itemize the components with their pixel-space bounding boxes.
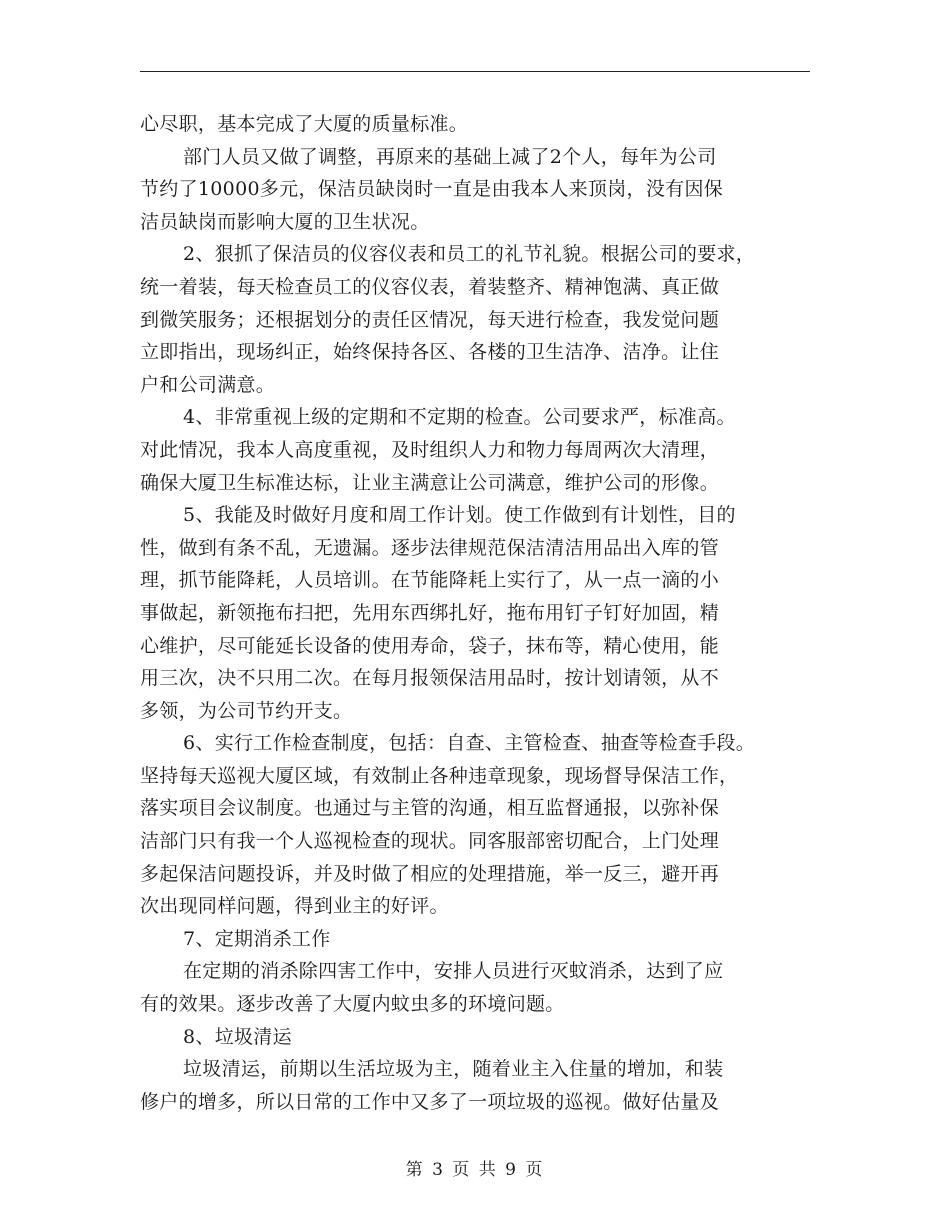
document-body bbox=[140, 108, 820, 1118]
text-line: 理，抓节能降耗，人员培训。在节能降耗上实行了，从一点一滴的小 bbox=[140, 569, 720, 592]
text-line: 到微笑服务；还根据划分的责任区情况，每天进行检查，我发觉问题 bbox=[140, 308, 720, 331]
text-line: 对此情况，我本人高度重视，及时组织人力和物力每周两次大清理， bbox=[140, 438, 720, 461]
text-line: 落实项目会议制度。也通过与主管的沟通，相互监督通报，以弥补保 bbox=[140, 797, 720, 820]
text-line: 6、实行工作检查制度，包括：自查、主管检查、抽查等检查手段。 bbox=[183, 732, 756, 755]
text-line: 节约了10000多元，保洁员缺岗时一直是由我本人来顶岗，没有因保 bbox=[140, 178, 724, 201]
text-line: 洁部门只有我一个人巡视检查的现状。同客服部密切配合，上门处理 bbox=[140, 830, 720, 853]
text-line: 洁员缺岗而影响大厦的卫生状况。 bbox=[140, 210, 430, 233]
text-line: 立即指出，现场纠正，始终保持各区、各楼的卫生洁净、洁净。让住 bbox=[140, 341, 720, 364]
page-footer: 第 3 页 共 9 页 bbox=[405, 1160, 545, 1180]
text-line: 2、狠抓了保洁员的仪容仪表和员工的礼节礼貌。根据公司的要求， bbox=[183, 243, 756, 266]
text-line: 修户的增多，所以日常的工作中又多了一项垃圾的巡视。做好估量及 bbox=[140, 1090, 720, 1113]
text-line: 多领，为公司节约开支。 bbox=[140, 699, 353, 722]
text-line: 户和公司满意。 bbox=[140, 373, 276, 396]
text-line: 在定期的消杀除四害工作中，安排人员进行灭蚊消杀，达到了应 bbox=[183, 960, 724, 983]
text-line: 统一着装，每天检查员工的仪容仪表，着装整齐、精神饱满、真正做 bbox=[140, 275, 720, 298]
text-line: 心维护，尽可能延长设备的使用寿命，袋子，抹布等，精心使用，能 bbox=[140, 634, 720, 657]
text-line: 事做起，新领拖布扫把，先用东西绑扎好，拖布用钉子钉好加固，精 bbox=[140, 601, 720, 624]
text-line: 垃圾清运，前期以生活垃圾为主，随着业主入住量的增加，和装 bbox=[183, 1058, 724, 1081]
text-line: 性，做到有条不乱，无遗漏。逐步法律规范保洁清洁用品出入库的管 bbox=[140, 536, 720, 559]
text-line: 心尽职，基本完成了大厦的质量标准。 bbox=[140, 113, 469, 135]
text-line: 部门人员又做了调整，再原来的基础上减了2个人，每年为公司 bbox=[183, 145, 717, 168]
header-rule bbox=[140, 71, 810, 72]
text-line: 4、非常重视上级的定期和不定期的检查。公司要求严，标准高。 bbox=[183, 406, 736, 429]
text-line: 用三次，决不只用二次。在每月报领保洁用品时，按计划请领，从不 bbox=[140, 667, 720, 690]
text-line: 次出现同样问题，得到业主的好评。 bbox=[140, 895, 449, 918]
text-line: 确保大厦卫生标准达标，让业主满意让公司满意，维护公司的形像。 bbox=[140, 471, 720, 494]
text-line: 7、定期消杀工作 bbox=[183, 927, 331, 950]
text-line: 多起保洁问题投诉，并及时做了相应的处理措施，举一反三，避开再 bbox=[140, 862, 720, 885]
text-line: 5、我能及时做好月度和周工作计划。使工作做到有计划性，目的 bbox=[183, 504, 736, 527]
text-line: 有的效果。逐步改善了大厦内蚊虫多的环境问题。 bbox=[140, 993, 565, 1016]
text-line: 8、垃圾清运 bbox=[183, 1025, 292, 1048]
text-line: 坚持每天巡视大厦区域，有效制止各种违章现象，现场督导保洁工作， bbox=[140, 764, 739, 787]
